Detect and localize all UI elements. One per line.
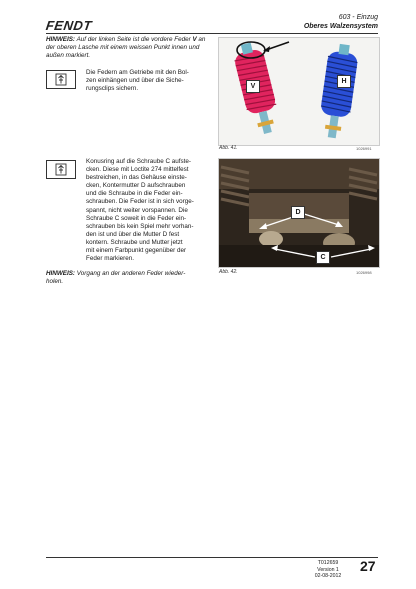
note-label: HINWEIS: [46,36,76,43]
step-1-line: rungsclips sichern. [86,85,139,93]
step-1-line: Die Federn am Getriebe mit den Bol- [86,69,189,76]
page-number: 27 [360,558,376,574]
note-text-before: Auf der linken Seite ist die vordere Feder [76,36,191,43]
figure-42-label-c: C [316,251,330,264]
note-text-after: an der oberen Lasche mit einem weissen Punkt innen und außen markiert. [46,36,206,60]
footer-version: Version 1 [317,566,339,573]
figure-41-caption: Abb. 41. [219,145,238,151]
step-1-line: zen einhängen und über die Siche- [86,77,184,85]
note-2-line-1: Vorgang an der anderen Feder wieder- [76,270,186,277]
step-2-line: kontern. Schraube und Mutter jetzt [86,238,183,246]
note-label: HINWEIS: [46,270,76,277]
figure-41-label-h: H [337,75,351,88]
footer-rule [46,557,378,558]
note-2-line-2: holen. [46,278,64,286]
step-2-line: mit einem Farbpunkt gegenüber der [86,247,187,255]
step-2-line: schrauben. Die Feder ist in sich vorge- [86,198,194,206]
header-rule [46,33,378,34]
step-2-line: schrauben bis kein Spiel mehr vorhan- [86,222,194,230]
fendt-logo: FENDT [44,18,93,33]
figure-42-id: 1026998 [356,270,372,275]
figure-41-photo [218,37,380,146]
hand-tool-icon [55,163,67,176]
note-hinweis-1 [46,36,212,61]
step-2-line: Schraube C soweit in die Feder ein- [86,214,187,222]
footer-date: 02-08-2012 [314,573,342,580]
step-1-text [86,69,214,93]
step-2-line: cken. Diese mit Loctite 274 mittelfest [86,166,189,174]
hand-tool-icon [55,73,67,86]
footer-doc-info [306,560,350,580]
step-2-line: den ist und über die Mutter D fest [86,230,180,238]
figure-41-id: 1026991 [356,146,372,151]
figure-41-label-v: V [246,80,260,93]
note-hinweis-2 [46,270,216,286]
note-bold-letter: V [192,36,197,43]
instruction-icon-1 [46,70,76,89]
figure-42-label-d: D [291,206,305,219]
section-title: 603 - Einzug [338,14,378,21]
step-2-line: Feder markieren. [86,255,134,263]
step-2-line: spannt, nicht weiter vorspannen. Die [86,206,188,214]
footer-doc-id: T012659 [317,560,339,566]
subsection-title: Oberes Walzensystem [303,23,378,30]
instruction-icon-2 [46,160,76,179]
step-2-line: cken, Kontermutter D aufschrauben [86,182,186,190]
step-2-line: Konusring auf die Schraube C aufste- [86,158,192,165]
step-2-text [86,158,216,263]
step-2-line: bestreichen, in das Gehäuse einste- [86,174,187,182]
figure-42-caption: Abb. 42. [219,269,238,275]
step-2-line: und die Schraube in die Feder ein- [86,190,183,198]
springs-illustration [219,38,379,145]
